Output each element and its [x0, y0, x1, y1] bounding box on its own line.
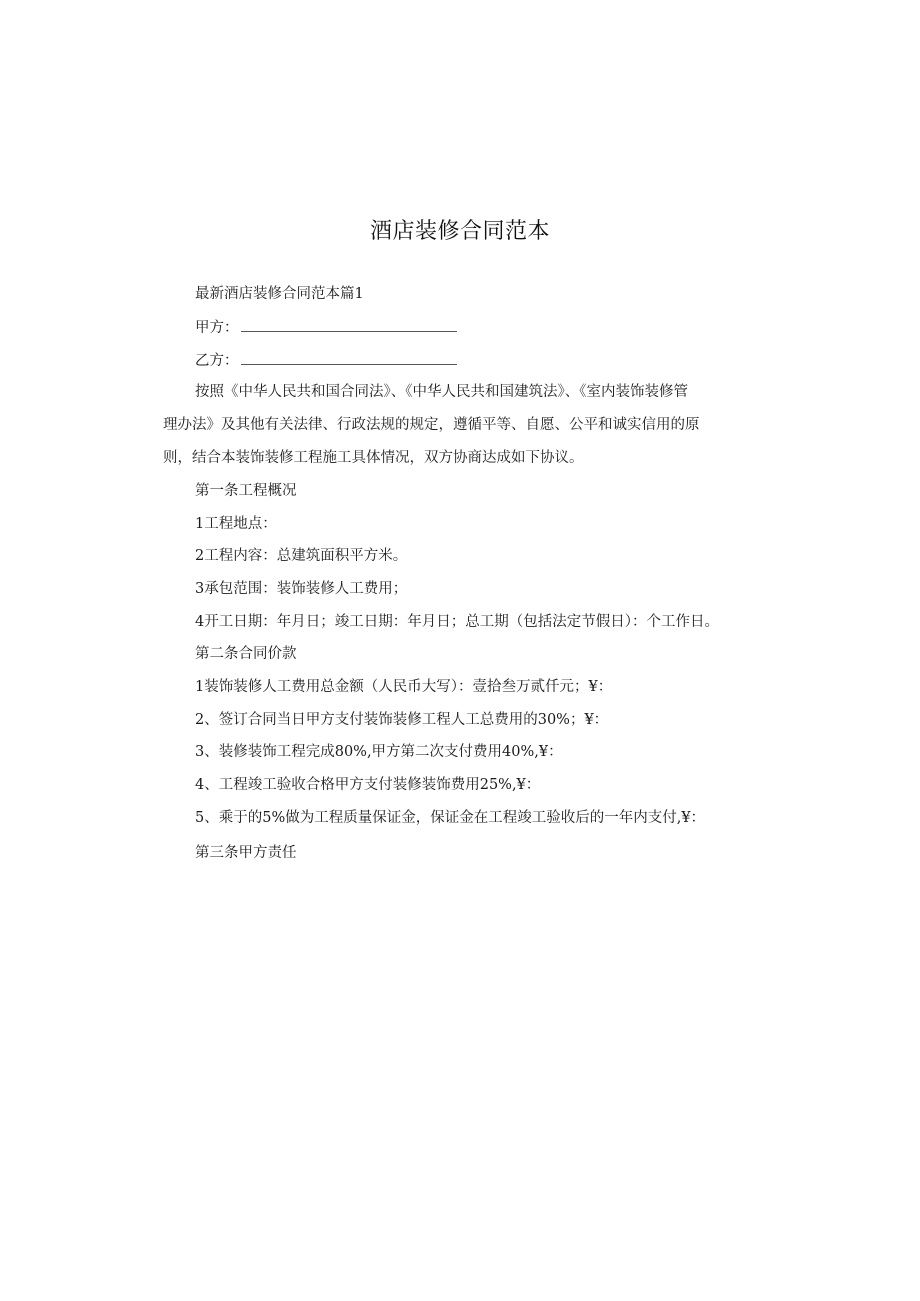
intro-line-2: 理办法》及其他有关法律、行政法规的规定，遵循平等、自愿、公平和诚实信用的原 [163, 417, 700, 433]
intro-line-1: 按照《中华人民共和国合同法》、《中华人民共和国建筑法》、《室内装饰装修管 [195, 384, 688, 400]
article1-item-1: 1工程地点： [195, 516, 277, 532]
intro-line-3: 则，结合本装饰装修工程施工具体情况，双方协商达成如下协议。 [163, 450, 584, 466]
article1-heading: 第一条工程概况 [195, 483, 297, 499]
party-a-label: 甲方： [195, 320, 239, 336]
article2-item-4: 4、工程竣工验收合格甲方支付装修装饰费用25%,¥： [195, 777, 541, 793]
party-b-label: 乙方： [195, 353, 239, 369]
article1-item-4: 4开工日期：年月日；竣工日期：年月日；总工期（包括法定节假日）：个工作日。 [195, 614, 719, 630]
document-subtitle: 最新酒店装修合同范本篇1 [195, 286, 364, 302]
party-b-blank [241, 350, 457, 365]
article2-item-1: 1装饰装修人工费用总金额（人民币大写）：壹拾叁万贰仟元；¥： [195, 679, 613, 695]
article2-item-3: 3、装修装饰工程完成80%,甲方第二次支付费用40%,¥： [195, 744, 563, 760]
document-title: 酒店装修合同范本 [369, 219, 550, 244]
party-a-line [195, 317, 457, 338]
article1-item-2: 2工程内容：总建筑面积平方米。 [195, 548, 408, 564]
article2-item-2: 2、签订合同当日甲方支付装饰装修工程人工总费用的30%；¥： [195, 712, 609, 728]
article2-heading: 第二条合同价款 [195, 646, 297, 662]
party-b-line [195, 350, 457, 371]
article1-item-3: 3承包范围：装饰装修人工费用； [195, 581, 408, 597]
party-a-blank [241, 317, 457, 332]
article3-heading: 第三条甲方责任 [195, 845, 297, 861]
article2-item-5: 5、乘于的5%做为工程质量保证金，保证金在工程竣工验收后的一年内支付,¥： [195, 810, 706, 826]
